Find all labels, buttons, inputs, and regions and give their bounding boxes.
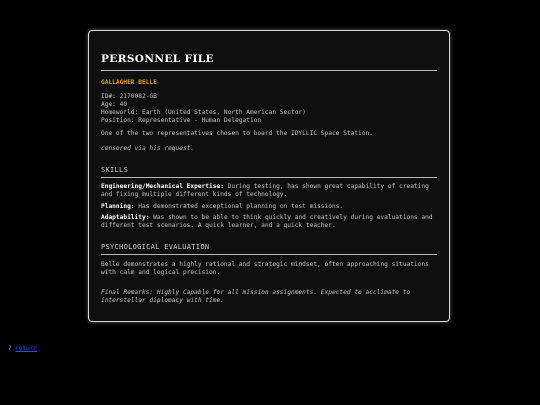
title-divider bbox=[101, 70, 437, 71]
final-remarks: Final Remarks: Highly Capable for all mission assignments. Expected to acclimate to interstellar diplomacy with time. bbox=[101, 289, 411, 304]
return-link[interactable]: return bbox=[15, 345, 37, 352]
skill-label: Adaptability: bbox=[101, 214, 150, 221]
skills-divider bbox=[101, 177, 437, 178]
censored-note: censored via his request. bbox=[101, 145, 195, 152]
psych-body: Belle demonstrates a highly rational and strategic mindset, often approaching situations with calm and logical precision. bbox=[101, 261, 429, 276]
skill-item bbox=[101, 203, 437, 211]
skills-heading: SKILLS bbox=[101, 166, 129, 174]
skill-item bbox=[101, 183, 437, 199]
personnel-name: GALLAGHER BELLE bbox=[101, 79, 157, 86]
summary-text: One of the two representatives chosen to board the IDYLLIC Space Station. bbox=[101, 130, 373, 137]
psych-divider bbox=[101, 254, 437, 255]
footer-nav bbox=[8, 345, 37, 352]
skill-text: During testing, has shown great capability of creating and fixing multiple different kinds of technology. bbox=[101, 183, 429, 198]
detail-homeworld: Homeworld: Earth (United States, North American Sector) bbox=[101, 109, 306, 116]
skill-label: Planning: bbox=[101, 203, 135, 210]
skill-label: Engineering/Mechanical Expertise: bbox=[101, 183, 224, 190]
skill-item bbox=[101, 214, 437, 230]
help-marker: ? bbox=[8, 345, 12, 352]
detail-id: ID#: 2170082-GB bbox=[101, 93, 157, 100]
skill-text: Was shown to be able to think quickly and creatively during evaluations and different test scenarios. A quick learner, and a quick teacher. bbox=[101, 214, 433, 229]
skill-text: Has demonstrated exceptional planning on test missions. bbox=[138, 203, 344, 210]
page-title: PERSONNEL FILE bbox=[101, 53, 214, 65]
detail-position: Position: Representative - Human Delegation bbox=[101, 117, 262, 124]
detail-age: Age: 40 bbox=[101, 101, 128, 108]
personnel-file-card bbox=[88, 30, 450, 322]
psych-heading: PSYCHOLOGICAL EVALUATION bbox=[101, 243, 210, 251]
